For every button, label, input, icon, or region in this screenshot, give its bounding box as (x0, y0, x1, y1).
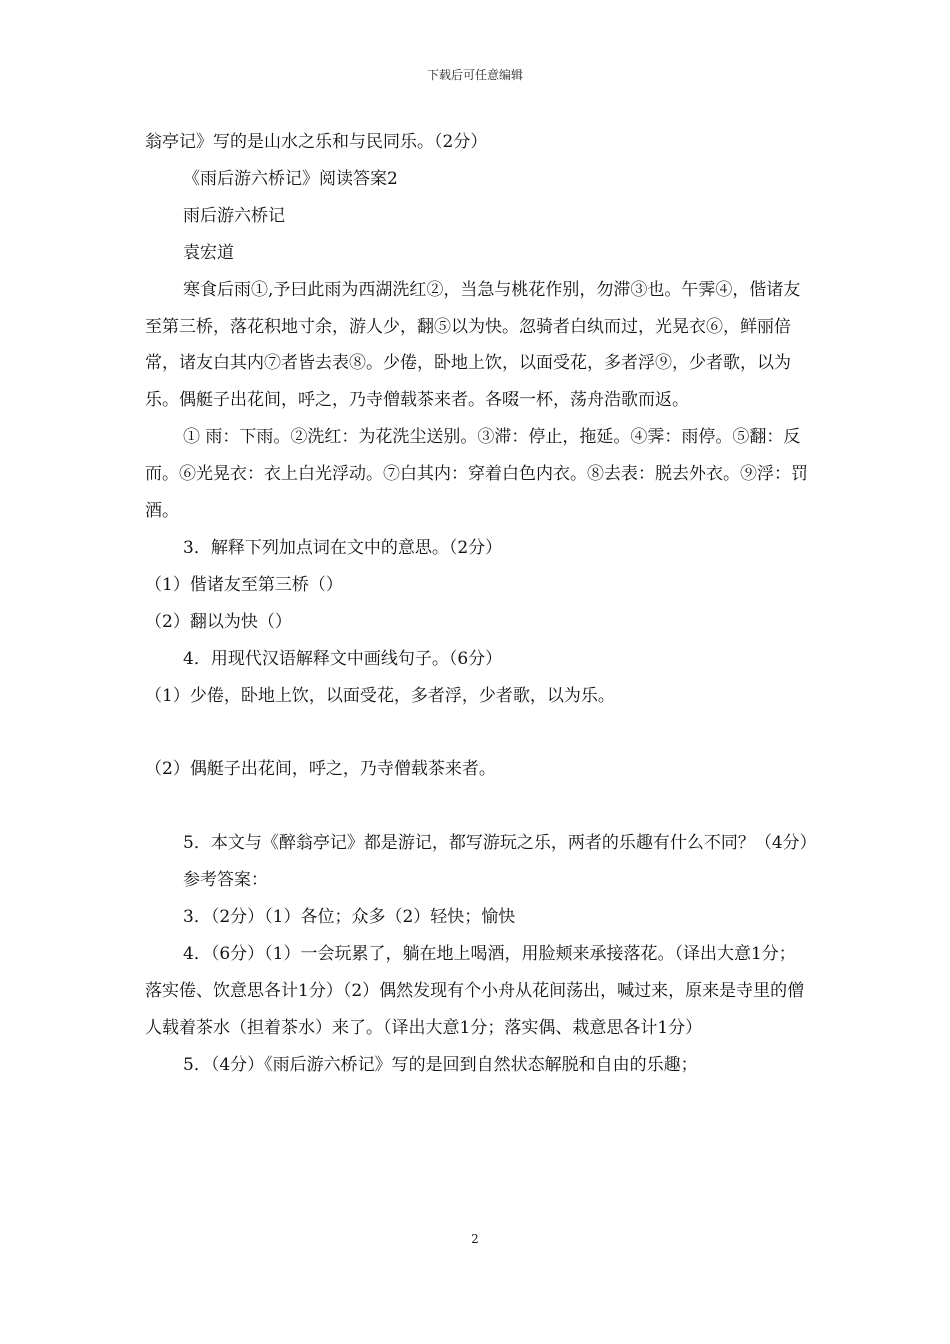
answer-heading: 参考答案： (183, 870, 268, 891)
answer-5: 5．（4分）《雨后游六桥记》写的是回到自然状态解脱和自由的乐趣； (183, 1054, 698, 1075)
question-4-item-2: （2）偶艇子出花间，呼之，乃寺僧载茶来者。 (145, 759, 496, 780)
page-number: 2 (471, 1232, 479, 1246)
article-text: 寒食后雨①,予曰此雨为西湖洗红②，当急与桃花作别，勿滞③也。午霁④，偕诸友至第三桥，落花积地寸余，游人少，翻⑤以为快。忽骑者白纨而过，光晃衣⑥，鲜丽倍常，诸友白其内⑦者皆去表⑧。少倦，卧地上饮，以面受花，多者浮⑨，少者歌，以为乐。偶艇子出花间，呼之，乃寺僧载茶来者。各啜一杯，荡舟浩歌而返。 (145, 279, 801, 411)
blank-line (145, 715, 810, 752)
answer-4: 4．（6分）（1）一会玩累了，躺在地上喝酒，用脸颊来承接落花。（译出大意1分；落实倦、饮意思各计1分）（2）偶然发现有个小舟从花间荡出，喊过来，原来是寺里的僧人载着茶水（担着茶水）来了。（译出大意1分；落实偶、栽意思各计1分） (145, 943, 805, 1038)
question-5: 5．本文与《醉翁亭记》都是游记，都写游玩之乐，两者的乐趣有什么不同？（4分） (183, 833, 817, 854)
question-3-item-1: （1）偕诸友至第三桥（） (145, 574, 343, 595)
blank-line (145, 788, 810, 825)
question-4-item-1: （1）少倦，卧地上饮，以面受花，多者浮，少者歌，以为乐。 (145, 685, 615, 706)
document-body (145, 124, 817, 1084)
paragraph: 翁亭记》写的是山水之乐和与民同乐。（2分） (145, 132, 488, 152)
article-author: 袁宏道 (183, 242, 234, 263)
question-3-item-2: （2）翻以为快（） (145, 611, 292, 632)
article-title: 雨后游六桥记 (183, 205, 285, 226)
page-header: 下载后可任意编辑 (426, 68, 523, 82)
article-notes: ① 雨：下雨。②洗红：为花洗尘送别。③滞：停止，拖延。④霁：雨停。⑤翻：反而。⑥光晃衣：衣上白光浮动。⑦白其内：穿着白色内衣。⑧去表：脱去外衣。⑨浮：罚酒。 (145, 427, 808, 522)
article-heading: 《雨后游六桥记》阅读答案2 (183, 168, 398, 189)
answer-3: 3．（2分）（1）各位；众多（2）轻快；愉快 (183, 907, 516, 927)
question-4: 4．用现代汉语解释文中画线句子。（6分） (183, 648, 503, 669)
question-3: 3．解释下列加点词在文中的意思。（2分） (183, 537, 503, 558)
